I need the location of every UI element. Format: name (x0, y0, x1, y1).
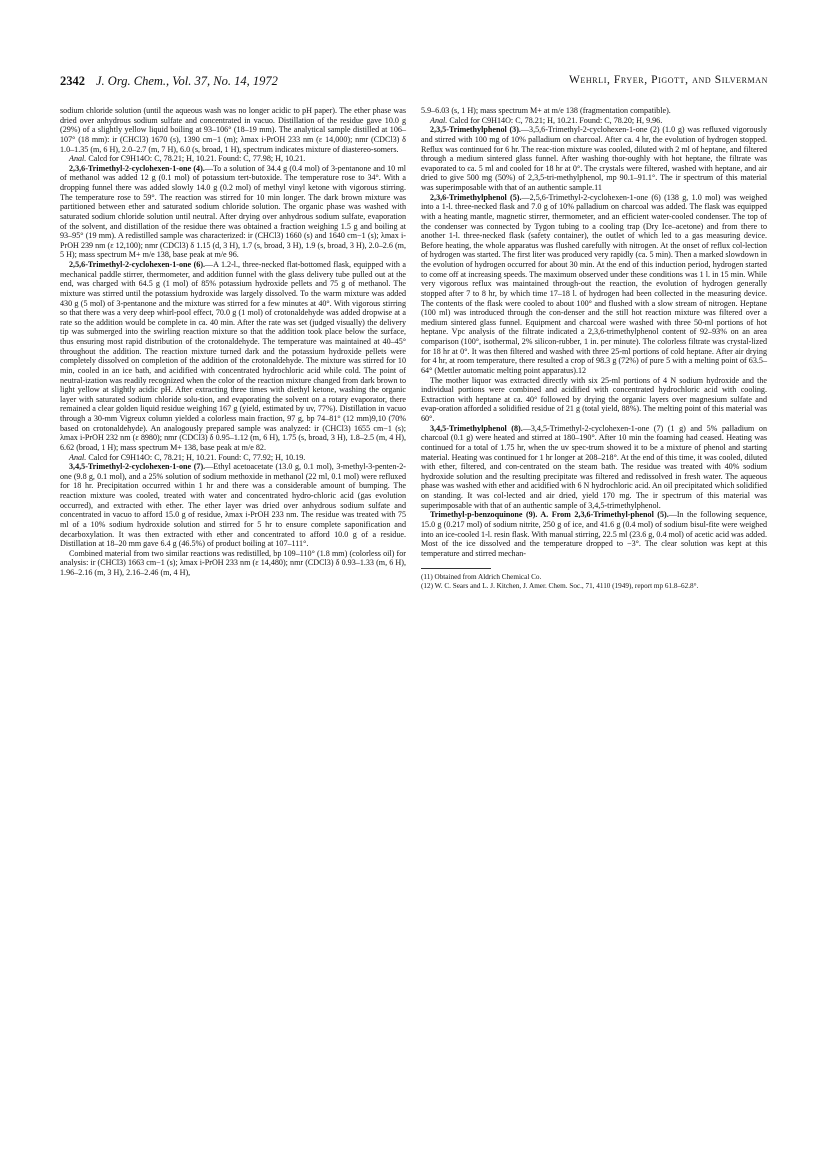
paragraph-text: Calcd for C9H14O: C, 78.21; H, 10.21. Found: C, 78.20; H, 9.96. (449, 115, 663, 125)
paragraph (60, 462, 406, 549)
paragraph-head: Anal. (69, 154, 87, 164)
paragraph (60, 453, 406, 463)
paragraph-head: 3,4,5-Trimethylphenol (8). (430, 423, 523, 433)
running-header (60, 74, 768, 90)
paragraph-head: Anal. (430, 115, 448, 125)
paragraph (60, 549, 406, 578)
paragraph-head: 3,4,5-Trimethyl-2-cyclohexen-1-one (7). (69, 462, 206, 472)
paragraph (421, 424, 767, 511)
left-column (60, 106, 406, 578)
authors: Wehrli, Fryer, Pigott, and Silverman (568, 74, 768, 86)
paragraph-text: 5.9–6.03 (s, 1 H); mass spectrum M+ at m/e 138 (fragmentation compatible). (421, 106, 671, 115)
paragraph-head: Trimethyl-p-benzoquinone (9). A. From 2,3,6-Trimethyl-phenol (5). (430, 510, 669, 520)
paragraph-text: Calcd for C9H14O: C, 78.21; H, 10.21. Found: C, 77.92; H, 10.19. (88, 452, 306, 462)
paragraph-head: 2,5,6-Trimethyl-2-cyclohexen-1-one (6). (69, 260, 206, 269)
paragraph-head: 2,3,5-Trimethylphenol (3). (430, 125, 521, 135)
paragraph-text: sodium chloride solution (until the aqueous wash was no longer acidic to pH paper). The ether phase was dried over anhydrous sodium sulfate and concentrated in vacuo. Distillation of the residue gave 10.0 g (29%) of a slightly yellow liquid boiling at 93–106° (18–19 mm). The analytical sample distilled at 106–107° (18 mm): ir (CHCl3) 1670 (s), 1390 cm−1 (m); λmax i-PrOH 233 nm (ε 14,000); nmr (CDCl3) δ 1.0–1.35 (m, 6 H), 2.0–2.7 (m, 7 H), 6.0 (s, broad, 1 H), spectrum indicates mixture of diastereo-somers. (60, 106, 406, 154)
paragraph (60, 164, 406, 260)
paragraph (421, 510, 767, 558)
paragraph-text: Calcd for C9H14O: C, 78.21; H, 10.21. Found: C, 77.98; H, 10.21. (88, 154, 306, 164)
paragraph-head: 2,3,6-Trimethylphenol (5). (430, 192, 522, 202)
paragraph-text: —2,5,6-Trimethyl-2-cyclohexen-1-one (6) (138 g, 1.0 mol) was weighed into a 1-l. three-necked flask and 7.0 g of 10% palladium on charcoal was added. The flask was equipped with a heating mantle, magnetic stirrer, thermometer, and an efficient water-cooled condenser. The top of the condenser was connected by Tygon tubing to a cooling trap (Dry Ice–acetone) and from there to another 1-l. three-necked flask (safety container), the outlet of which led to a gas measuring device. Before heating, the whole apparatus was flushed carefully with nitrogen. At the onset of reflux col-lection of hydrogen was started. The first liter was produced very rapidly (ca. 5 min). Then a marked slowdown in the evolution of hydrogen occurred for about 30 min. At the end of this induction period, hydrogen started to come off at increasing speeds. The maximum observed under these conditions was 1 l. in 15 min. While very vigorous reflux was maintained through-out the reaction, the evolution of hydrogen generally stopped after 7 to 8 hr, by which time 17–18 l. of hydrogen had been collected in the measuring device. The contents of the flask were cooled to about 100° and flushed with a slow stream of nitrogen. Heptane (100 ml) was introduced through the con-denser and the still hot reaction mixture was filtered over a medium sintered glass funnel. Equipment and charcoal were washed with three 50-ml portions of hot heptane. Vpc analysis of the filtrate indicated a 2,3,6-trimethylphenol content of 92–93% on an area comparison (100°, isothermal, 2% silicon-rubber, 1 in. per minute). The colorless filtrate was crystal-lized for 18 hr at 0°. It was then filtered and washed with three 25-ml portions of cold heptane. After air drying for 4 hr, at room temperature, there resulted a crop of 98.3 g (72%) of pure 5 with a melting point of 63.5–64° (Mettler automatic melting point apparatus).12 (421, 192, 767, 375)
paragraph-text: The mother liquor was extracted directly with six 25-ml portions of 4 N sodium hydroxide and the individual portions were combined and acidified with concentrated hydrochloric acid with cooling. Extraction with heptane at ca. 40° followed by drying the organic layers over magnesium sulfate and evap-oration afforded a solidified residue of 21 g (total yield, 88%). The melting point of this material was 60°. (421, 375, 767, 423)
paragraph (421, 125, 767, 192)
journal-citation: J. Org. Chem., Vol. 37, No. 14, 1972 (96, 74, 278, 88)
paragraph (60, 106, 406, 154)
paragraph-text: —A 1.2-l., three-necked flat-bottomed flask, equipped with a mechanical paddle stirrer, thermometer, and addition funnel with the glass delivery tube pulled out at the end, was charged with 64.5 g (1 mol) of 85% potassium hydroxide pellets and 75 g of methanol. The mixture was stirred until the potassium hydroxide was largely dissolved. To the warm mixture was added 430 g (5 mol) of 3-pentanone and the mixture was stirred for a few minutes at 40°. With vigorous stirring so that there was a very deep whirl-pool effect, 70.0 g (1 mol) of crotonaldehyde was added dropwise at a rate so the addition would be complete in ca. 40 min. After the rate was set (judged visually) the delivery tip was submerged into the swirling reaction mixture so that the addition took place below the surface, thus ensuring most rapid distribution of the crotonaldehyde. The temperature was maintained at 40–45° throughout the addition. The reaction mixture turned dark and the potassium hydroxide pellets were completely dissolved on completion of the addition of the crotonaldehyde. The mixture was stirred for 10 min, cooled in an ice bath, and acidified with concentrated hydrochloric acid while cold. The point of neutral-ization was readily recognized when the color of the reaction mixture changed from dark brown to light yellow at slightly acidic pH. After extracting three times with diethyl ketone, washing the organic layer with saturated sodium chloride solu-tion, and evaporating the solvent on a rotary evaporator, there remained a clear golden liquid residue weighing 167 g (yield, estimated by uv, 77%). Distillation in vacuo through a 30-mm Vigreux column yielded a colorless main fraction, 97 g, bp 74–81° (12 mm)9,10 (70% based on crotonaldehyde). An analogously prepared sample was analyzed: ir (CHCl3) 1655 cm−1 (s); λmax i-PrOH 232 nm (ε 8980); nmr (CDCl3) δ 0.95–1.12 (m, 6 H), 1.75 (s, broad, 3 H), 1.8–2.5 (m, 4 H), 6.62 (broad, 1 H); mass spectrum M+ 138, base peak at m/e 82. (60, 260, 406, 452)
paragraph (60, 260, 406, 453)
paragraph (421, 116, 767, 126)
footnote: (11) Obtained from Aldrich Chemical Co. (421, 573, 542, 582)
paragraph-text: —Ethyl acetoacetate (13.0 g, 0.1 mol), 3-methyl-3-penten-2-one (9.8 g, 0.1 mol), and a 25% solution of sodium methoxide in methanol (22 ml, 0.1 mol) were refluxed for 18 hr. Precipitation occurred within 1 hr and there was a considerable amount of bumping. The reaction mixture was cooled, treated with water and concentrated hydro-chloric acid (gas evolution occurred), and extracted with ether. The ether layer was dried over anhydrous sodium sulfate and concentrated in vacuo to afford 15.0 g of residue, λmax i-PrOH 233 nm. The residue was treated with 75 ml of a 10% sodium hydroxide solution and stirred for 5 hr to ensure complete saponification and decarboxylation. It was then extracted with ether and concentrated to afford 10.0 g of a residue. Distillation at 18–20 mm gave 6.4 g (46.5%) of product boiling at 107–111°. (60, 462, 406, 549)
paragraph-text: —To a solution of 34.4 g (0.4 mol) of 3-pentanone and 10 ml of methanol was added 12 g (0.1 mol) of potassium tert-butoxide. The temperature rose to 34°. With a dropping funnel there was added slowly 14.0 g (0.2 mol) of methyl vinyl ketone with vigorous stirring. The temperature rose to 59°. The reaction was stirred for 10 min longer. The dark brown mixture was partitioned between ether and saturated sodium chloride solution. The organic phase was washed with saturated sodium chloride solution until neutral. After drying over anhydrous sodium sulfate, evaporation of the solvent, and distillation of the residue there was obtained a fraction weighing 1.5 g and boiling at 93–95° (19 mm). A redistilled sample was characterized: ir (CHCl3) 1660 (s) and 1640 cm−1 (s); λmax i-PrOH 239 nm (ε 12,100); nmr (CDCl3) δ 1.15 (d, 3 H), 1.7 (s, broad, 3 H), 1.9 (s, broad, 3 H), 2.0–2.6 (m, 5 H); mass spectrum M+ m/e 138, base peak at m/e 96. (60, 163, 406, 260)
paragraph (421, 376, 767, 424)
paragraph (60, 154, 406, 164)
footnote-divider (421, 568, 491, 569)
page-number: 2342 (60, 74, 85, 88)
paragraph-text: Combined material from two similar reactions was redistilled, bp 109–110° (1.8 mm) (colorless oil) for analysis: ir (CHCl3) 1663 cm−1 (s); λmax i-PrOH 233 nm (ε 14,480); nmr (CDCl3) δ 0.93–1.33 (m, 6 H), 1.96–2.16 (m, 3 H), 2.16–2.46 (m, 4 H), (60, 548, 406, 577)
paragraph-text: —3,4,5-Trimethyl-2-cyclohexen-1-one (7) (1 g) and 5% palladium on charcoal (0.1 g) were heated and stirred at 180–190°. After 10 min the foaming had ceased. Heating was continued for a total of 1.75 hr, when the uv spec-trum showed it to be a mixture of phenol and starting material. Heating was continued for 1 hr longer at 208–218°. At the end of this time, it was cooled, diluted with ether, filtered, and con-centrated on the steam bath. The residue was treated with 40% sodium hydroxide solution and the resulting precipitate was filtered and redissolved in fresh water. The aqueous phase was washed with ether and acidified with 6 N hydrochloric acid. An oil precipitated which solidified on standing. It was col-lected and air dried, yield 170 mg. The ir spectrum of this material was superimposable with that of an authentic sample of 3,4,5-trimethylphenol. (421, 423, 767, 510)
paragraph-text: —In the following sequence, 15.0 g (0.217 mol) of sodium nitrite, 250 g of ice, and 41.6 g (0.4 mol) of sodium bisul-fite were weighed into an ice-cooled 1-l. resin flask. With manual stirring, 22.5 ml (23.6 g, 0.4 mol) of acetic acid was added. Most of the ice dissolved and the temperature dropped to −3°. The clear solution was kept at this temperature and stirred mechan- (421, 510, 768, 558)
paragraph-head: 2,3,6-Trimethyl-2-cyclohexen-1-one (4). (69, 163, 205, 173)
paragraph (421, 106, 767, 116)
footnote: (12) W. C. Sears and L. J. Kitchen, J. Amer. Chem. Soc., 71, 4110 (1949), report mp 61.8–62.8°. (421, 582, 699, 591)
paragraph-head: Anal. (69, 452, 87, 462)
paragraph (421, 193, 767, 376)
right-column (421, 106, 767, 591)
paragraph-text: —3,5,6-Trimethyl-2-cyclohexen-1-one (2) (1.0 g) was refluxed vigorously and stirred with 100 mg of 10% palladium on charcoal. After ca. 4 hr, the evolution of hydrogen stopped. Reflux was continued for 6 hr. The reac-tion mixture was cooled, diluted with 2 ml of heptane, and filtered through a medium sintered glass funnel. After washing thor-oughly with hot heptane, the filtrate was evaporated to ca. 5 ml and cooled for 18 hr at 0°. The crystals were filtered, washed with heptane, and air dried to give 500 mg (50%) of 2,3,5-tri-methylphenol, mp 90.1–91.1°. The ir spectrum of this material was superimposable with that of an authentic sample.11 (421, 125, 767, 192)
